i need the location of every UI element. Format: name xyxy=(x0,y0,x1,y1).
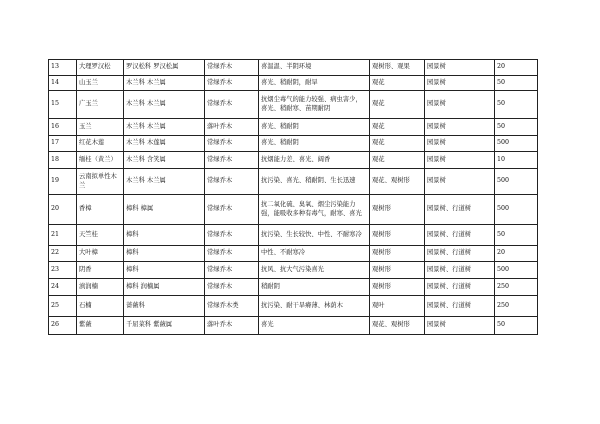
plant-table-body xyxy=(49,60,538,335)
cell-no: 17 xyxy=(49,136,77,152)
cell-family: 樟科 xyxy=(124,246,205,262)
cell-habit: 常绿乔木 xyxy=(205,262,259,279)
cell-qty: 500 xyxy=(495,136,538,152)
table-row xyxy=(49,152,538,169)
cell-use: 观花 xyxy=(370,136,425,152)
cell-no: 20 xyxy=(49,195,77,225)
cell-traits: 抗污染、生长较快、中性、不耐寒冷 xyxy=(259,225,370,246)
cell-application: 园景树 xyxy=(425,317,495,335)
table-row xyxy=(49,262,538,279)
cell-habit: 常绿乔木 xyxy=(205,169,259,195)
cell-name: 香樟 xyxy=(77,195,124,225)
cell-name: 石楠 xyxy=(77,296,124,317)
cell-use: 观花 xyxy=(370,91,425,119)
cell-qty: 50 xyxy=(495,317,538,335)
table-row xyxy=(49,246,538,262)
cell-traits: 抗二氧化硫、臭氧、烟尘污染能力强，能吸收多种有毒气，耐寒、喜光 xyxy=(259,195,370,225)
cell-name: 山玉兰 xyxy=(77,76,124,91)
cell-habit: 常绿乔木 xyxy=(205,246,259,262)
cell-traits: 抗烟尘毒气的能力较强、病虫害少，喜光、稍耐寒、苗期耐阴 xyxy=(259,91,370,119)
cell-qty: 250 xyxy=(495,296,538,317)
cell-qty: 20 xyxy=(495,60,538,76)
cell-qty: 10 xyxy=(495,152,538,169)
cell-traits: 中性、不耐寒冷 xyxy=(259,246,370,262)
cell-traits: 喜光、稍耐阴 xyxy=(259,119,370,136)
cell-family: 木兰科 含笑属 xyxy=(124,152,205,169)
cell-habit: 落叶乔木 xyxy=(205,119,259,136)
cell-application: 园景树 xyxy=(425,60,495,76)
cell-no: 23 xyxy=(49,262,77,279)
cell-no: 18 xyxy=(49,152,77,169)
cell-use: 观树形 xyxy=(370,195,425,225)
cell-habit: 常绿乔木 xyxy=(205,91,259,119)
table-row xyxy=(49,91,538,119)
cell-use: 观花、观树形 xyxy=(370,169,425,195)
table-row xyxy=(49,119,538,136)
cell-family: 千屈菜科 紫薇属 xyxy=(124,317,205,335)
cell-application: 园景树 xyxy=(425,76,495,91)
cell-use: 观花 xyxy=(370,119,425,136)
cell-family: 木兰科 木兰属 xyxy=(124,76,205,91)
cell-application: 园景树、行道树 xyxy=(425,246,495,262)
cell-use: 观树形 xyxy=(370,262,425,279)
cell-family: 樟科 润楠属 xyxy=(124,279,205,296)
cell-traits: 喜温温、半阴环境 xyxy=(259,60,370,76)
cell-family: 樟科 xyxy=(124,262,205,279)
cell-qty: 500 xyxy=(495,169,538,195)
cell-application: 园景树、行道树 xyxy=(425,262,495,279)
cell-use: 观树形 xyxy=(370,225,425,246)
table-row xyxy=(49,136,538,152)
cell-name: 阴香 xyxy=(77,262,124,279)
cell-family: 樟科 樟属 xyxy=(124,195,205,225)
cell-habit: 常绿乔木 xyxy=(205,152,259,169)
cell-no: 22 xyxy=(49,246,77,262)
cell-habit: 常绿乔木 xyxy=(205,225,259,246)
cell-name: 大叶樟 xyxy=(77,246,124,262)
cell-qty: 50 xyxy=(495,225,538,246)
cell-application: 园景树 xyxy=(425,169,495,195)
cell-no: 19 xyxy=(49,169,77,195)
cell-use: 观花 xyxy=(370,152,425,169)
cell-traits: 喜光、稍耐阴 xyxy=(259,136,370,152)
cell-family: 木兰科 木莲属 xyxy=(124,136,205,152)
cell-application: 园景树 xyxy=(425,152,495,169)
cell-traits: 抗烟能力差、喜光、阔香 xyxy=(259,152,370,169)
cell-traits: 稍耐阴 xyxy=(259,279,370,296)
table-row xyxy=(49,195,538,225)
cell-no: 13 xyxy=(49,60,77,76)
cell-name: 紫薇 xyxy=(77,317,124,335)
cell-qty: 50 xyxy=(495,76,538,91)
cell-use: 观树形、观果 xyxy=(370,60,425,76)
cell-name: 红花木莲 xyxy=(77,136,124,152)
cell-use: 观树形 xyxy=(370,246,425,262)
cell-qty: 50 xyxy=(495,91,538,119)
cell-application: 园景树、行道树 xyxy=(425,195,495,225)
cell-use: 观花 xyxy=(370,76,425,91)
cell-traits: 抗风、抗大气污染喜光 xyxy=(259,262,370,279)
cell-name: 广玉兰 xyxy=(77,91,124,119)
cell-name: 滇润楠 xyxy=(77,279,124,296)
cell-name: 天竺桂 xyxy=(77,225,124,246)
cell-application: 园景树 xyxy=(425,119,495,136)
cell-traits: 抗污染、喜光、稍耐阴、生长迅速 xyxy=(259,169,370,195)
cell-no: 25 xyxy=(49,296,77,317)
cell-habit: 常绿乔木 xyxy=(205,195,259,225)
cell-traits: 喜光 xyxy=(259,317,370,335)
cell-habit: 落叶乔木 xyxy=(205,317,259,335)
cell-family: 木兰科 木兰属 xyxy=(124,91,205,119)
cell-no: 15 xyxy=(49,91,77,119)
table-row xyxy=(49,225,538,246)
cell-no: 24 xyxy=(49,279,77,296)
cell-family: 木兰科 木兰属 xyxy=(124,169,205,195)
cell-qty: 20 xyxy=(495,246,538,262)
cell-name: 缅桂（黄兰） xyxy=(77,152,124,169)
cell-qty: 500 xyxy=(495,262,538,279)
cell-name: 玉兰 xyxy=(77,119,124,136)
cell-no: 16 xyxy=(49,119,77,136)
cell-habit: 常绿乔木 xyxy=(205,76,259,91)
cell-family: 蔷薇科 xyxy=(124,296,205,317)
cell-name: 大理罗汉松 xyxy=(77,60,124,76)
cell-traits: 喜光、稍耐阴，耐旱 xyxy=(259,76,370,91)
cell-no: 26 xyxy=(49,317,77,335)
cell-qty: 50 xyxy=(495,119,538,136)
cell-use: 观叶 xyxy=(370,296,425,317)
cell-application: 园景树 xyxy=(425,91,495,119)
cell-habit: 常绿乔木 xyxy=(205,279,259,296)
cell-habit: 常绿乔木 xyxy=(205,136,259,152)
cell-use: 观花、观树形 xyxy=(370,317,425,335)
cell-qty: 250 xyxy=(495,279,538,296)
table-row xyxy=(49,317,538,335)
cell-use: 观树形 xyxy=(370,279,425,296)
cell-no: 21 xyxy=(49,225,77,246)
cell-habit: 常绿乔木 xyxy=(205,60,259,76)
table-row xyxy=(49,60,538,76)
cell-family: 樟科 xyxy=(124,225,205,246)
cell-qty: 500 xyxy=(495,195,538,225)
cell-habit: 常绿乔木类 xyxy=(205,296,259,317)
cell-name: 云南拟单性木兰 xyxy=(77,169,124,195)
table-row xyxy=(49,279,538,296)
cell-application: 园景树 xyxy=(425,136,495,152)
table-row xyxy=(49,296,538,317)
cell-no: 14 xyxy=(49,76,77,91)
table-row xyxy=(49,76,538,91)
plant-table xyxy=(48,59,538,335)
cell-application: 园景树、行道树 xyxy=(425,225,495,246)
cell-traits: 抗污染、耐干旱瘠薄、林荫木 xyxy=(259,296,370,317)
cell-application: 园景树、行道树 xyxy=(425,296,495,317)
cell-family: 罗汉松科 罗汉松属 xyxy=(124,60,205,76)
cell-application: 园景树、行道树 xyxy=(425,279,495,296)
cell-family: 木兰科 木兰属 xyxy=(124,119,205,136)
table-row xyxy=(49,169,538,195)
